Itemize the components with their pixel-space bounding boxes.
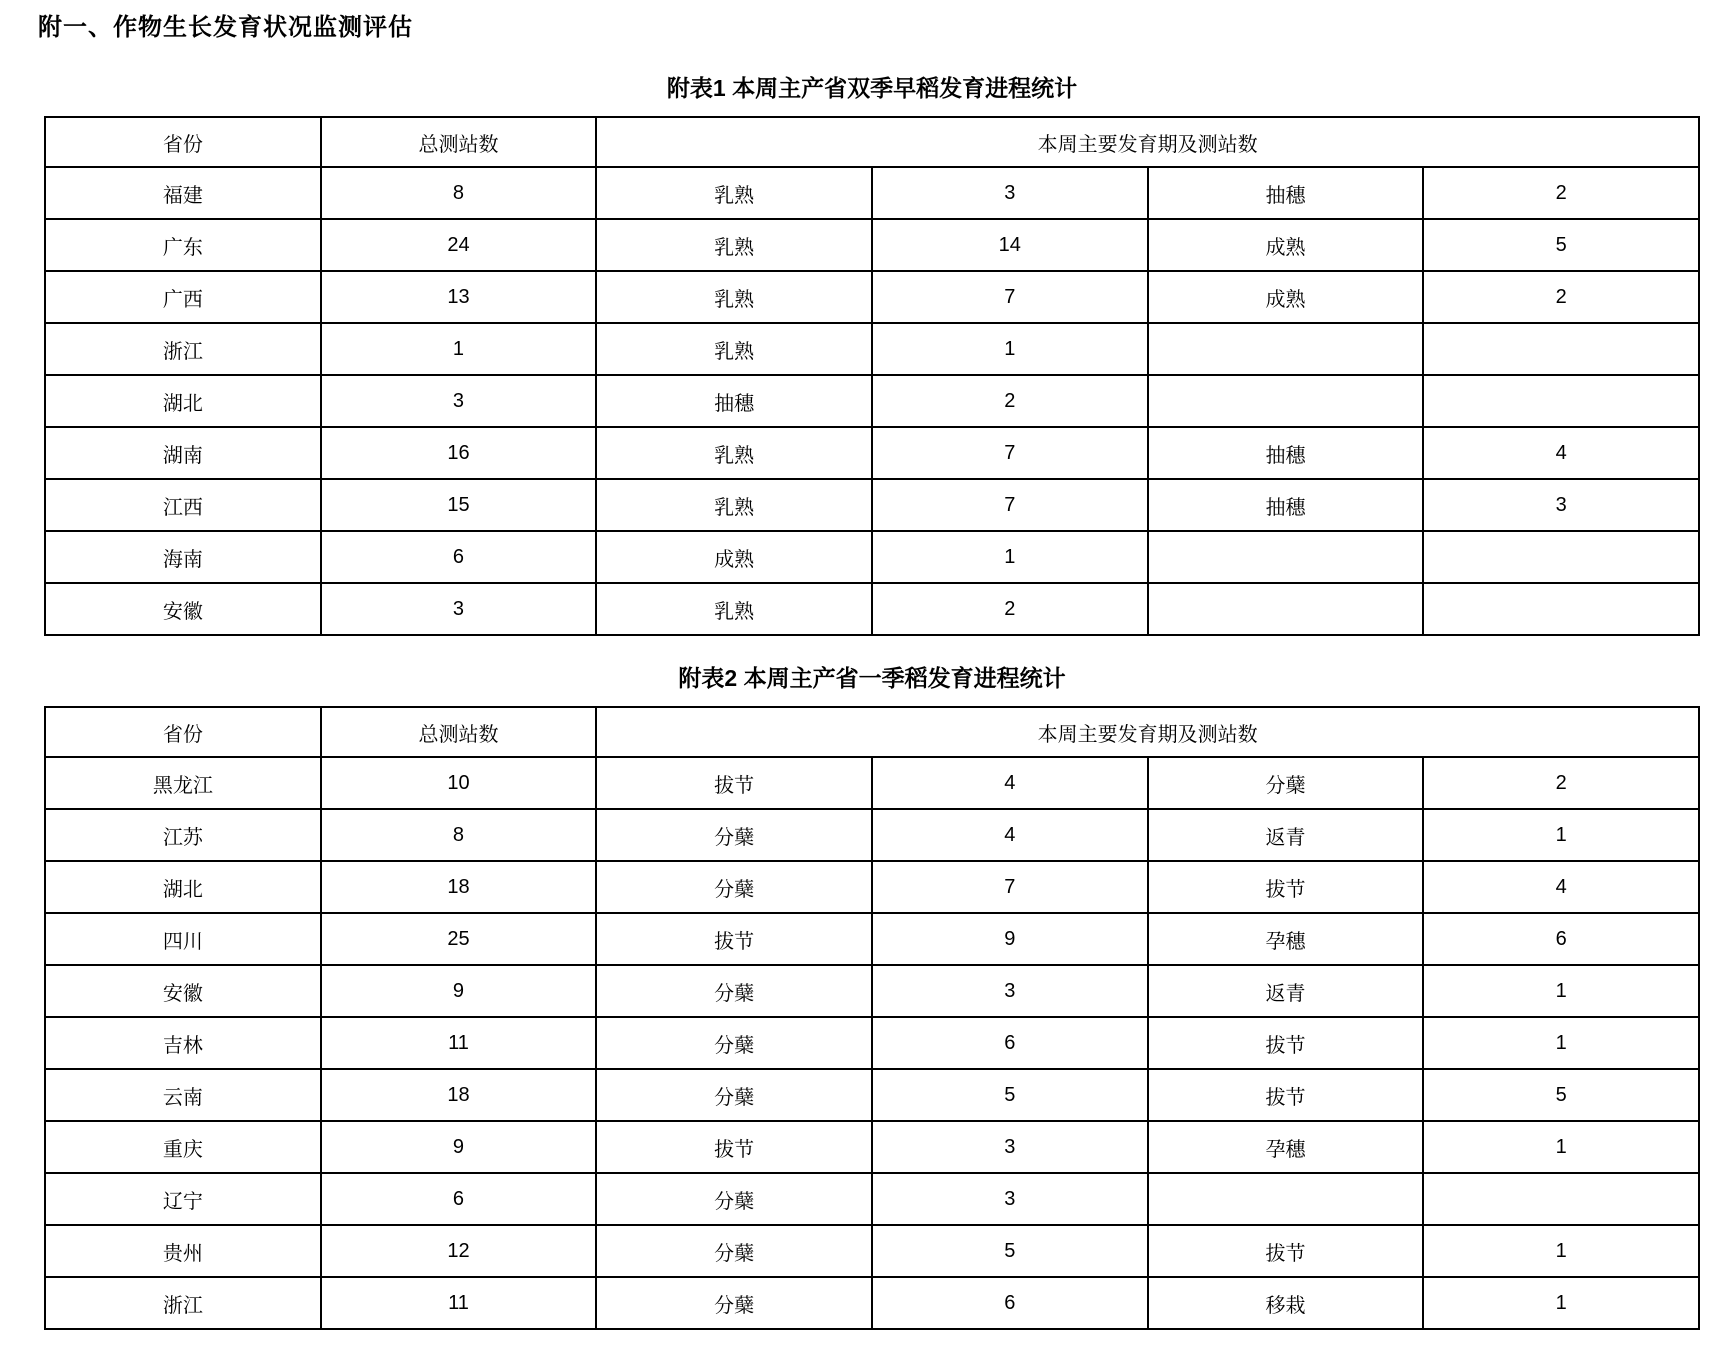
table-cell: 返青 — [1148, 965, 1424, 1017]
table-cell: 1 — [872, 323, 1148, 375]
table-row — [45, 1017, 1699, 1069]
table-row — [45, 913, 1699, 965]
table-cell: 13 — [321, 271, 597, 323]
table-cell: 拔节 — [1148, 1225, 1424, 1277]
table-cell: 3 — [321, 375, 597, 427]
table-cell: 抽穗 — [1148, 427, 1424, 479]
table-cell: 分蘖 — [596, 1277, 872, 1329]
table-cell: 6 — [321, 1173, 597, 1225]
table-row — [45, 1277, 1699, 1329]
table-row — [45, 861, 1699, 913]
table2-title: 附表2 本周主产省一季稻发育进程统计 — [678, 665, 1066, 691]
table-cell: 拔节 — [596, 1121, 872, 1173]
table-cell: 浙江 — [45, 1277, 321, 1329]
table-single-season-rice — [44, 706, 1700, 1330]
table-cell: 乳熟 — [596, 479, 872, 531]
table-cell: 5 — [1423, 1069, 1699, 1121]
table-cell: 3 — [872, 1173, 1148, 1225]
table-cell: 9 — [321, 965, 597, 1017]
table-cell: 7 — [872, 861, 1148, 913]
table-cell: 1 — [1423, 809, 1699, 861]
table-cell: 分蘖 — [1148, 757, 1424, 809]
table-row — [45, 965, 1699, 1017]
table-cell: 乳熟 — [596, 583, 872, 635]
table-cell: 广东 — [45, 219, 321, 271]
table-cell — [1423, 583, 1699, 635]
table-cell: 湖南 — [45, 427, 321, 479]
table-body — [45, 167, 1699, 635]
table-cell: 分蘖 — [596, 1225, 872, 1277]
table-cell: 成熟 — [1148, 271, 1424, 323]
table-cell: 8 — [321, 167, 597, 219]
table-cell: 6 — [1423, 913, 1699, 965]
table-cell: 1 — [1423, 965, 1699, 1017]
table-row — [45, 479, 1699, 531]
table-cell: 浙江 — [45, 323, 321, 375]
table-cell: 5 — [872, 1069, 1148, 1121]
col-header-development-phases: 本周主要发育期及测站数 — [596, 117, 1699, 167]
table-row — [45, 167, 1699, 219]
table-row — [45, 219, 1699, 271]
table-cell: 江苏 — [45, 809, 321, 861]
table-cell: 移栽 — [1148, 1277, 1424, 1329]
col-header-province: 省份 — [45, 707, 321, 757]
table-cell: 湖北 — [45, 375, 321, 427]
table-cell — [1148, 323, 1424, 375]
table-header-row — [45, 117, 1699, 167]
table-cell: 2 — [872, 583, 1148, 635]
table-cell: 9 — [321, 1121, 597, 1173]
table-cell: 分蘖 — [596, 809, 872, 861]
table-cell: 拔节 — [1148, 1069, 1424, 1121]
table-cell: 乳熟 — [596, 271, 872, 323]
table-cell: 14 — [872, 219, 1148, 271]
table-cell: 6 — [321, 531, 597, 583]
table-cell: 重庆 — [45, 1121, 321, 1173]
table-cell: 分蘖 — [596, 1069, 872, 1121]
table-cell: 吉林 — [45, 1017, 321, 1069]
table-cell: 15 — [321, 479, 597, 531]
table-row — [45, 271, 1699, 323]
table-cell: 2 — [1423, 757, 1699, 809]
table-cell: 拔节 — [596, 913, 872, 965]
table-cell — [1423, 531, 1699, 583]
table-cell: 4 — [1423, 861, 1699, 913]
table-cell: 3 — [321, 583, 597, 635]
table-cell — [1148, 1173, 1424, 1225]
table-cell — [1423, 323, 1699, 375]
table-row — [45, 531, 1699, 583]
table-cell: 1 — [872, 531, 1148, 583]
table-cell: 云南 — [45, 1069, 321, 1121]
table-cell: 拔节 — [596, 757, 872, 809]
table-row — [45, 323, 1699, 375]
table-cell: 3 — [872, 167, 1148, 219]
table-cell: 3 — [872, 965, 1148, 1017]
table-cell — [1148, 583, 1424, 635]
table-cell: 24 — [321, 219, 597, 271]
table-cell: 分蘖 — [596, 1173, 872, 1225]
table-cell — [1148, 531, 1424, 583]
table-cell: 抽穗 — [596, 375, 872, 427]
table-cell: 8 — [321, 809, 597, 861]
table-cell: 贵州 — [45, 1225, 321, 1277]
table-row — [45, 1121, 1699, 1173]
table-cell: 湖北 — [45, 861, 321, 913]
table-cell: 5 — [1423, 219, 1699, 271]
table-cell: 11 — [321, 1017, 597, 1069]
table-row — [45, 757, 1699, 809]
table-row — [45, 1069, 1699, 1121]
table-cell: 1 — [1423, 1017, 1699, 1069]
table-cell: 3 — [1423, 479, 1699, 531]
table-cell: 2 — [872, 375, 1148, 427]
table-row — [45, 809, 1699, 861]
table-cell: 7 — [872, 427, 1148, 479]
table-cell: 5 — [872, 1225, 1148, 1277]
table-cell: 2 — [1423, 167, 1699, 219]
table-cell: 16 — [321, 427, 597, 479]
table-cell: 江西 — [45, 479, 321, 531]
table-cell: 6 — [872, 1017, 1148, 1069]
col-header-total-stations: 总测站数 — [321, 117, 597, 167]
table-cell: 安徽 — [45, 583, 321, 635]
table-cell: 10 — [321, 757, 597, 809]
table-cell: 广西 — [45, 271, 321, 323]
table-cell: 黑龙江 — [45, 757, 321, 809]
table-cell: 分蘖 — [596, 965, 872, 1017]
table-cell: 12 — [321, 1225, 597, 1277]
section-heading: 附一、作物生长发育状况监测评估 — [38, 14, 413, 41]
table-row — [45, 1173, 1699, 1225]
table-cell: 9 — [872, 913, 1148, 965]
table-cell: 18 — [321, 1069, 597, 1121]
col-header-total-stations: 总测站数 — [321, 707, 597, 757]
table-cell: 安徽 — [45, 965, 321, 1017]
table-row — [45, 427, 1699, 479]
table-cell: 4 — [872, 809, 1148, 861]
table-header-row — [45, 707, 1699, 757]
table-row — [45, 583, 1699, 635]
table-cell: 四川 — [45, 913, 321, 965]
table-cell: 分蘖 — [596, 1017, 872, 1069]
table-cell: 辽宁 — [45, 1173, 321, 1225]
table-body — [45, 757, 1699, 1329]
table-early-rice — [44, 116, 1700, 636]
table-cell — [1148, 375, 1424, 427]
table-cell: 乳熟 — [596, 219, 872, 271]
table-cell: 1 — [1423, 1277, 1699, 1329]
table-cell: 福建 — [45, 167, 321, 219]
table-cell: 分蘖 — [596, 861, 872, 913]
table-cell: 乳熟 — [596, 427, 872, 479]
table-cell: 海南 — [45, 531, 321, 583]
table-cell — [1423, 1173, 1699, 1225]
table-cell: 抽穗 — [1148, 167, 1424, 219]
table-cell: 3 — [872, 1121, 1148, 1173]
table-cell: 7 — [872, 479, 1148, 531]
table-cell: 拔节 — [1148, 1017, 1424, 1069]
table-cell: 成熟 — [596, 531, 872, 583]
table-cell: 乳熟 — [596, 323, 872, 375]
table-cell: 4 — [872, 757, 1148, 809]
table-cell: 抽穗 — [1148, 479, 1424, 531]
table-cell — [1423, 375, 1699, 427]
table-cell: 孕穗 — [1148, 913, 1424, 965]
table-cell: 7 — [872, 271, 1148, 323]
table1-title: 附表1 本周主产省双季早稻发育进程统计 — [666, 75, 1078, 101]
table-row — [45, 375, 1699, 427]
table-cell: 返青 — [1148, 809, 1424, 861]
table-cell: 11 — [321, 1277, 597, 1329]
table-cell: 1 — [1423, 1225, 1699, 1277]
table-cell: 乳熟 — [596, 167, 872, 219]
table-cell: 25 — [321, 913, 597, 965]
table-cell: 18 — [321, 861, 597, 913]
table-cell: 6 — [872, 1277, 1148, 1329]
table-cell: 拔节 — [1148, 861, 1424, 913]
table-cell: 1 — [321, 323, 597, 375]
col-header-province: 省份 — [45, 117, 321, 167]
table-cell: 成熟 — [1148, 219, 1424, 271]
table-cell: 孕穗 — [1148, 1121, 1424, 1173]
table-cell: 1 — [1423, 1121, 1699, 1173]
table-cell: 2 — [1423, 271, 1699, 323]
col-header-development-phases: 本周主要发育期及测站数 — [596, 707, 1699, 757]
table-row — [45, 1225, 1699, 1277]
table-cell: 4 — [1423, 427, 1699, 479]
